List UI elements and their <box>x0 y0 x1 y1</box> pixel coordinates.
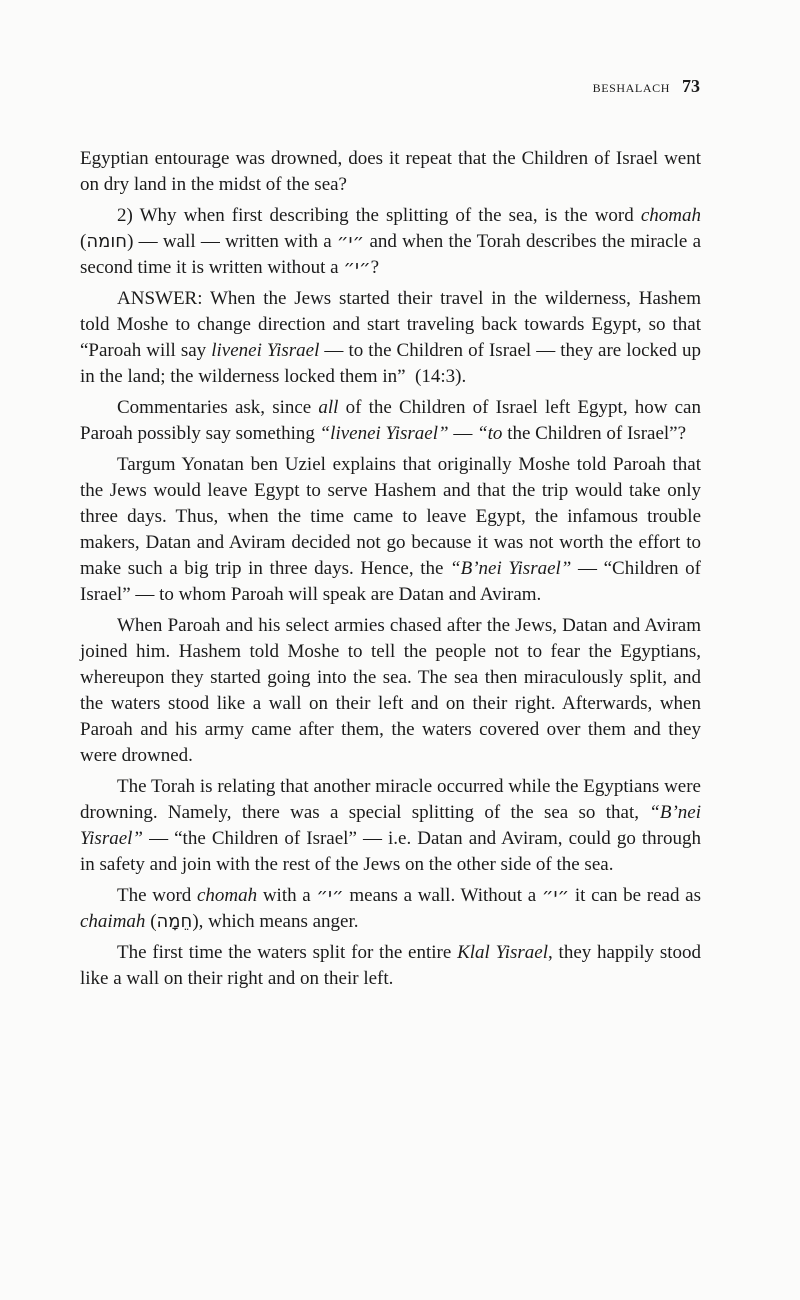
paragraph-7 <box>80 774 701 878</box>
text-segment: “B’nei Yisrael” <box>80 802 701 849</box>
text-segment: “to <box>477 423 503 444</box>
text-segment: — “Children of Israel” — to whom Paroah will speak are Datan and Aviram. <box>80 558 701 605</box>
text-segment: ) — wall — written with a <box>127 231 337 252</box>
text-segment: ANSWER: When the Jews started their travel in the wilderness, Hashem told Moshe to change direction and start traveling back towards Egypt, so that “Paroah will say <box>80 288 701 361</box>
paragraph-3 <box>80 286 701 390</box>
text-segment: ? <box>370 257 380 278</box>
text-segment: 2) Why when first describing the splitting of the sea, is the word <box>117 205 641 226</box>
text-segment: “livenei Yisrael” <box>319 423 449 444</box>
text-segment: all <box>318 397 339 418</box>
hebrew-text: ״י״ <box>336 231 365 252</box>
text-segment: livenei Yisrael <box>211 340 320 361</box>
hebrew-text: ״י״ <box>541 885 570 906</box>
text-segment: When Paroah and his select armies chased after the Jews, Datan and Aviram joined him. Hashem told Moshe to tell the people not to fear the Egyptians, whereupon they started going into the sea. The sea then miraculously split, and the waters stood like a wall on their left and on their right. Afterwards, when Paroah and his army came after them, the waters covered over them and they were drowned. <box>80 615 701 766</box>
hebrew-text: ״י״ <box>316 885 344 906</box>
text-segment: ( <box>80 231 87 252</box>
text-segment: chaimah <box>80 911 146 932</box>
text-segment: and when the Torah describes the miracle a second time it is written without a <box>80 231 702 278</box>
paragraph-4 <box>80 395 701 447</box>
hebrew-text: חֵמָה <box>156 911 193 932</box>
text-segment: — <box>448 423 478 444</box>
text-segment: chomah <box>196 885 258 906</box>
text-segment: Klal Yisrael <box>457 942 549 963</box>
text-segment: — “the Children of Israel” — i.e. Datan and Aviram, could go through in safety and join with the rest of the Jews on the other side of the sea. <box>80 828 701 875</box>
text-segment: Commentaries ask, since <box>117 397 319 418</box>
paragraph-9 <box>80 940 701 992</box>
text-segment: with a <box>257 885 317 906</box>
text-segment: the Children of Israel”? <box>502 423 687 444</box>
page-body <box>80 146 701 992</box>
text-segment: means a wall. Without a <box>343 885 542 906</box>
paragraph-2 <box>80 203 701 281</box>
text-segment: of the Children of Israel left Egypt, how can Paroah possibly say something <box>80 397 701 444</box>
text-segment: ), which means anger. <box>192 911 359 932</box>
text-segment: Targum Yonatan ben Uziel explains that originally Moshe told Paroah that the Jews would leave Egypt to serve Hashem and that the trip would take only three days. Thus, when the time came to leave Egypt, the infamous trouble makers, Datan and Aviram decided not go because it was not worth the effort to make such a big trip in three days. Hence, the <box>80 454 701 579</box>
paragraph-1 <box>80 146 701 198</box>
text-segment: ( <box>145 911 157 932</box>
text-segment: Egyptian entourage was drowned, does it repeat that the Children of Israel went on dry land in the midst of the sea? <box>80 148 701 195</box>
text-segment: — to the Children of Israel — they are locked up in the land; the wilderness locked them in” (14:3). <box>80 340 701 387</box>
page-header <box>593 76 700 97</box>
paragraph-6 <box>80 613 701 769</box>
text-segment: The word <box>117 885 197 906</box>
text-segment: it can be read as <box>569 885 701 906</box>
section-title: beshalach <box>592 77 670 96</box>
hebrew-text: חומה <box>86 231 128 252</box>
paragraph-8 <box>80 883 701 935</box>
page-number: 73 <box>682 76 700 96</box>
hebrew-text: ״י״ <box>343 257 371 278</box>
text-segment: The Torah is relating that another miracle occurred while the Egyptians were drowning. Namely, there was a special splitting of the sea so that, <box>80 776 701 823</box>
text-segment: The first time the waters split for the entire <box>117 942 458 963</box>
paragraph-5 <box>80 452 701 608</box>
text-segment: , they happily stood like a wall on their right and on their left. <box>80 942 701 989</box>
text-segment: chomah <box>640 205 701 226</box>
text-segment: “B’nei Yisrael” <box>450 558 572 579</box>
